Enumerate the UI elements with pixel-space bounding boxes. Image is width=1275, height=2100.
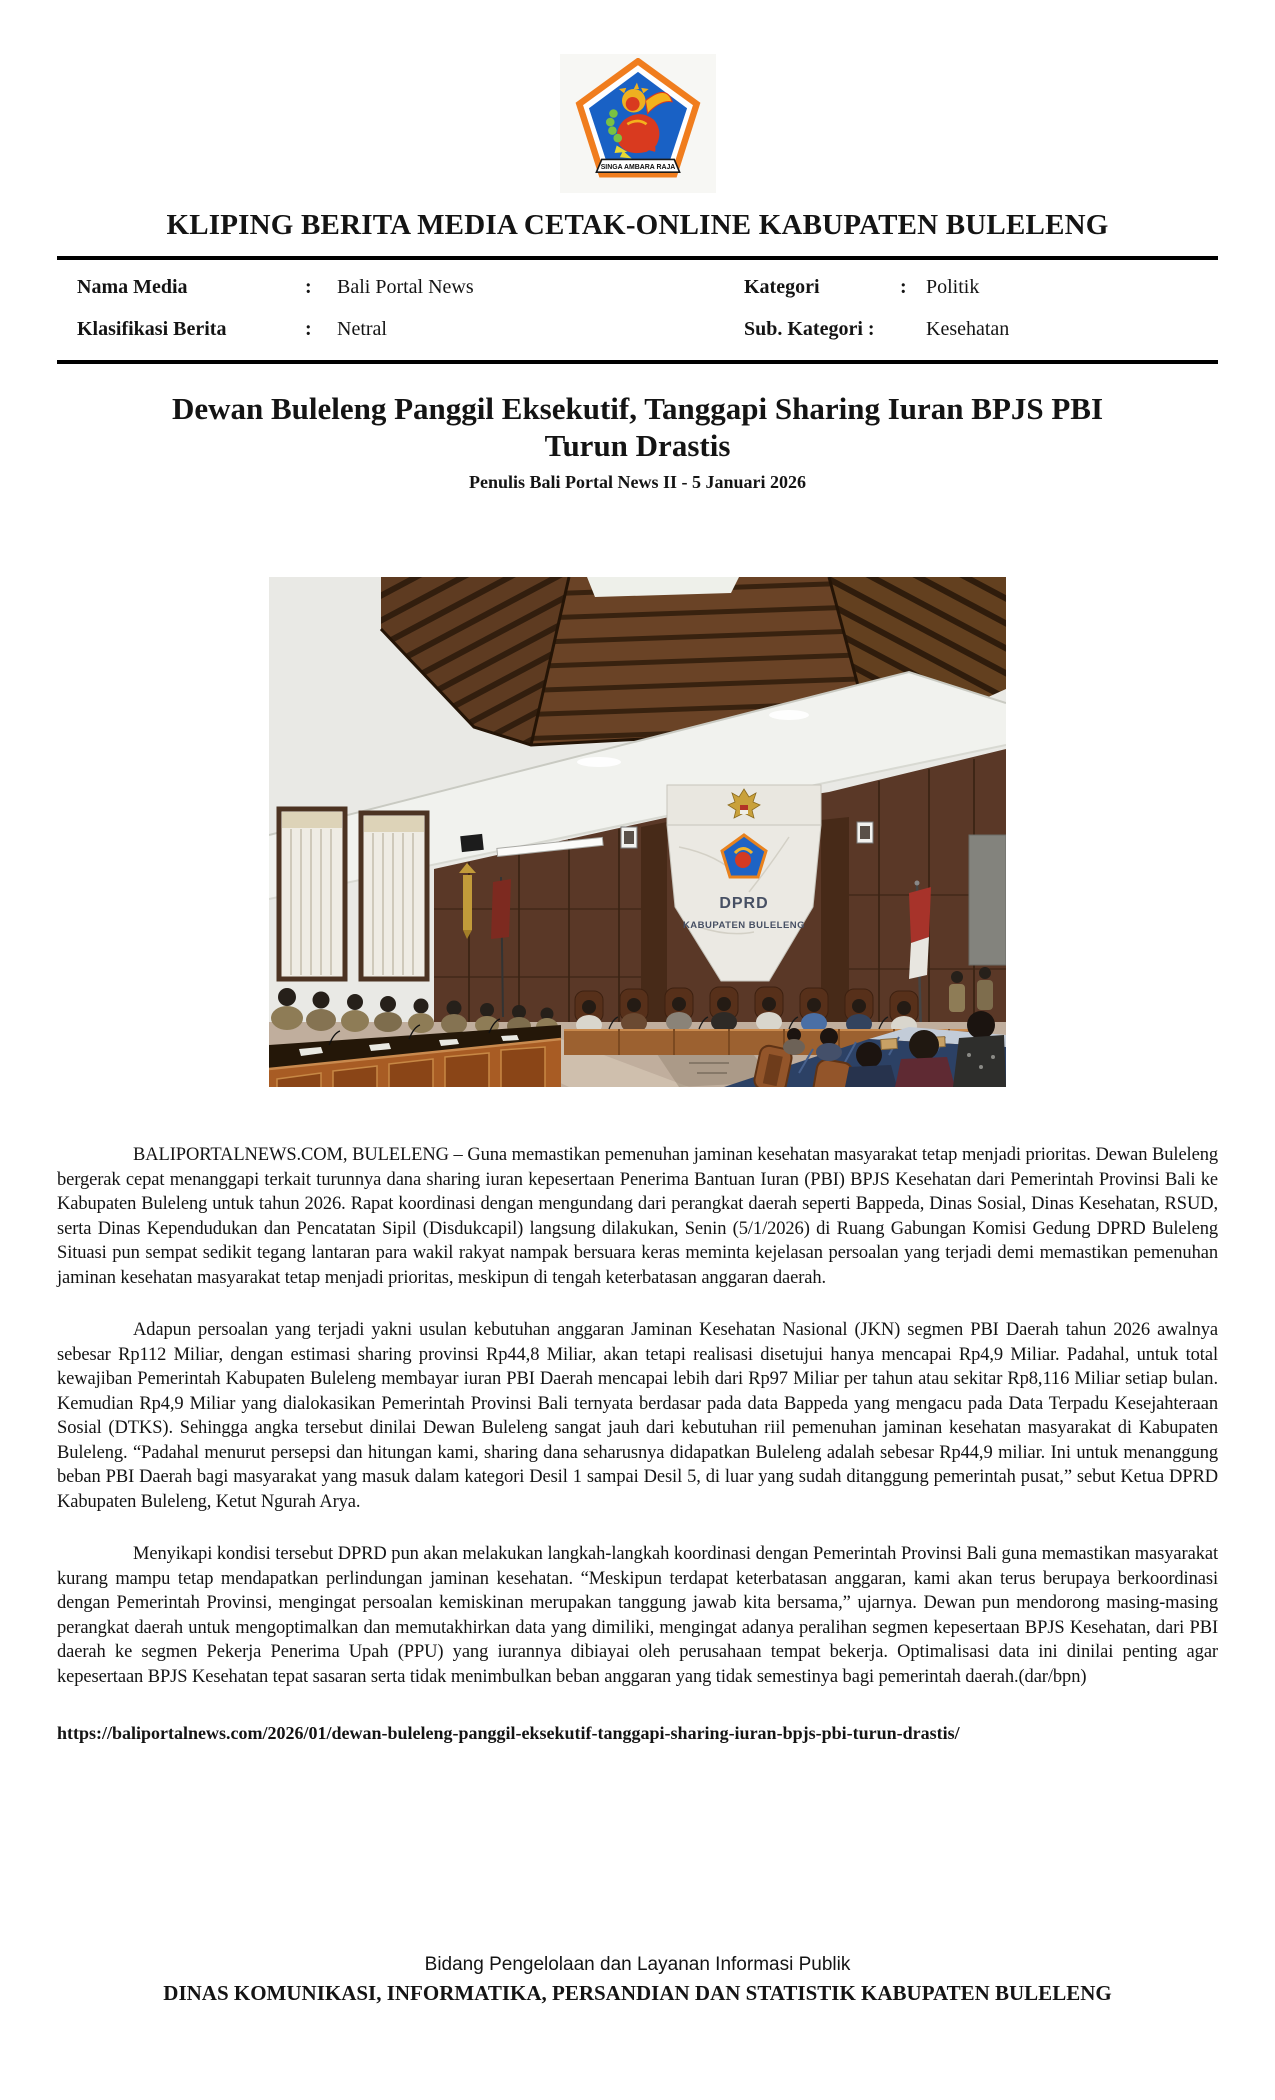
document-title: KLIPING BERITA MEDIA CETAK-ONLINE KABUPATEN BULELENG [166,209,1109,241]
article-body [57,1143,1218,1689]
meta-right-column [744,266,1218,350]
colon-separator: : [900,276,907,298]
article-byline: Penulis Bali Portal News II - 5 Januari 2026 [468,472,806,492]
kategori-label: Kategori [744,276,820,298]
article-photo [269,577,1006,1087]
coat-of-arms-svg [574,58,702,184]
sub-kategori-label: Sub. Kategori : [744,318,875,340]
klasifikasi-value: Netral [337,318,387,340]
logo-banner [596,159,679,172]
document-footer [0,1952,1275,2008]
meeting-room-illustration [269,577,1006,1087]
sub-kategori-value: Kesehatan [926,318,1010,340]
paragraph-1: BALIPORTALNEWS.COM, BULELENG – Guna memastikan pemenuhan jaminan kesehatan masyarakat tetap menjadi prioritas. Dewan Buleleng bergerak cepat menanggapi terkait turunnya dana sharing iuran kepesertaan Penerima Bantuan Iuran (PBI) BPJS Kesehatan dari Pemerintah Provinsi Bali ke Kabupaten Buleleng untuk tahun 2026. Rapat koordinasi dengan mengundang dari perangkat daerah seperti Bappeda, Dinas Sosial, Dinas Kesehatan, RSUD, serta Dinas Kependudukan dan Pencatatan Sipil (Disdukcapil) langsung dilakukan, Senin (5/1/2026) di Ruang Gabungan Komisi Gedung DPRD Buleleng Situasi pun sempat sedikit tegang lantaran para wakil rakyat nampak bersuara keras meminta kejelasan persoalan yang terjadi demi memastikan pemenuhan jaminan kesehatan masyarakat tetap menjadi prioritas, meskipun di tengah keterbatasan anggaran daerah. [57,1145,1218,1288]
wall-speaker [460,834,484,852]
nama-media-label: Nama Media [77,276,188,298]
meta-left-column [57,266,744,350]
colon-separator: : [305,318,312,340]
klasifikasi-label: Klasifikasi Berita [77,318,227,340]
nama-media-value: Bali Portal News [337,276,474,298]
header-logo-area [0,0,1275,193]
article-title-line1: Dewan Buleleng Panggil Eksekutif, Tanggapi Sharing Iuran BPJS PBI [171,391,1104,426]
logo-banner-text: SINGA AMBARA RAJA [600,164,675,171]
footer-division: Bidang Pengelolaan dan Layanan Informasi Publik [424,1954,851,1975]
footer-agency: DINAS KOMUNIKASI, INFORMATIKA, PERSANDIAN DAN STATISTIK KABUPATEN BULELENG [163,1981,1112,2005]
buleleng-coat-of-arms-icon [560,54,716,193]
media-meta-table [57,256,1218,364]
source-url-link[interactable]: https://baliportalnews.com/2026/01/dewan-buleleng-panggil-eksekutif-tanggapi-sharing-iuran-bpjs-pbi-turun-drastis/ [57,1723,960,1743]
sign-text-line2: KABUPATEN BULELENG [682,920,806,931]
colon-separator: : [305,276,312,298]
paragraph-3: Menyikapi kondisi tersebut DPRD pun akan melakukan langkah-langkah koordinasi dengan Pemerintah Provinsi Bali guna memastikan masyarakat kurang mampu tetap mendapatkan perlindungan jaminan kesehatan. “Meskipun terdapat keterbatasan anggaran, kami akan terus berupaya berkoordinasi dengan Pemerintah Provinsi, mengingat persoalan kemiskinan merupakan tanggung jawab kita bersama,” ujarnya. Dewan pun mendorong masing-masing perangkat daerah untuk mengoptimalkan dan memutakhirkan data yang dimiliki, mengingat adanya peralihan segmen kepesertaan BPJS Kesehatan, dari PBI daerah ke segmen Pekerja Penerima Upah (PPU) yang iurannya dibiayai oleh perusahaan tempat bekerja. Optimalisasi data ini dinilai penting agar kepesertaan BPJS Kesehatan tepat sasaran serta tidak menimbulkan beban anggaran yang tidak semestinya bagi pemerintah daerah.(dar/bpn) [57,1544,1218,1687]
paragraph-2: Adapun persoalan yang terjadi yakni usulan kebutuhan anggaran Jaminan Kesehatan Nasional (JKN) segmen PBI Daerah tahun 2026 awalnya sebesar Rp112 Miliar, dengan estimasi sharing provinsi Rp44,8 Miliar, akan tetapi realisasi disetujui hanya mencapai Rp4,9 Miliar. Padahal, untuk total kewajiban Pemerintah Kabupaten Buleleng membayar iuran PBI Daerah mencapai lebih dari Rp97 Miliar per tahun atau sekitar Rp8,116 Miliar setiap bulan. Kemudian Rp4,9 Miliar yang dialokasikan Pemerintah Provinsi Bali ternyata berdasar pada data Bappeda yang mengacu pada Data Terpadu Kesejahteraan Sosial (DTKS). Sehingga angka tersebut dinilai Dewan Buleleng sangat jauh dari kebutuhan riil pemenuhan jaminan kesehatan masyarakat di Kabupaten Buleleng. “Padahal menurut persepsi dan hitungan kami, sharing dana seharusnya didapatkan Buleleng adalah sebesar Rp44,9 miliar. Ini untuk menanggung beban PBI Daerah bagi masyarakat yang masuk dalam kategori Desil 1 sampai Desil 5, di luar yang sudah ditanggung pemerintah pusat,” sebut Ketua DPRD Kabupaten Buleleng, Ketut Ngurah Arya. [57,1320,1218,1512]
sign-text-line1: DPRD [719,895,769,912]
kategori-value: Politik [926,276,980,298]
metal-cabinet [969,835,1006,965]
article-title-line2: Turun Drastis [544,428,731,463]
article-title [40,390,1235,464]
